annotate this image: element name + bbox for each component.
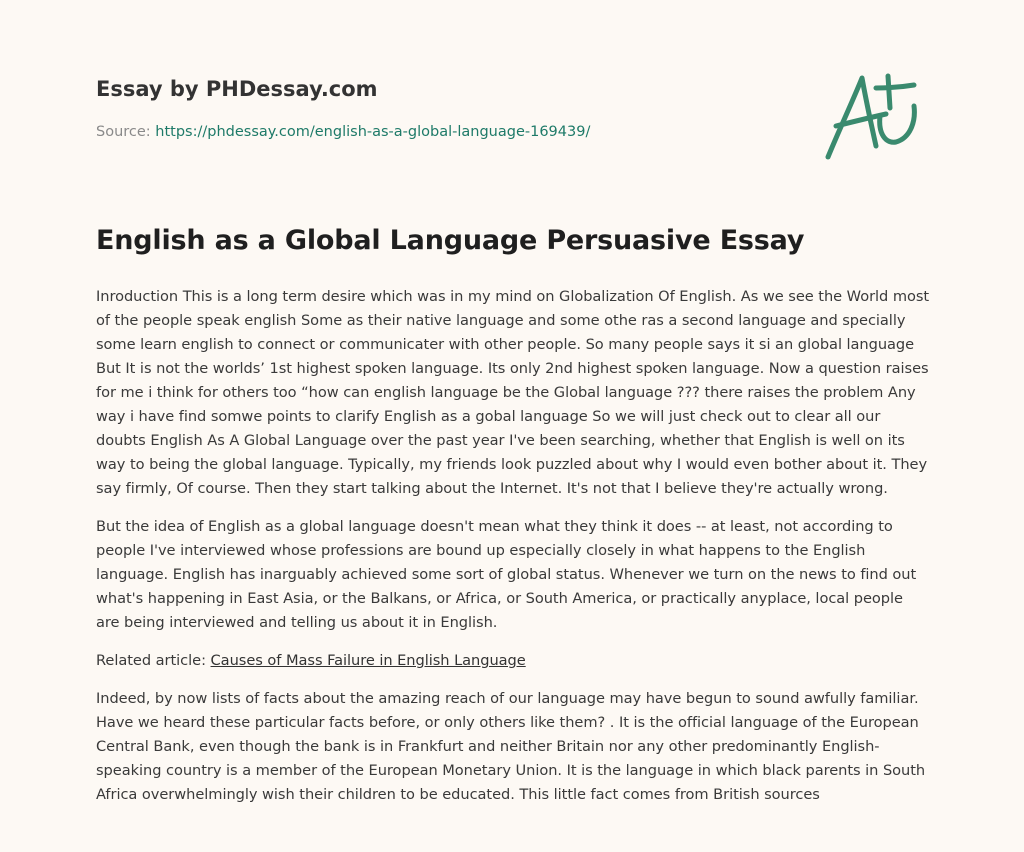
related-article (96, 649, 930, 673)
source-label: Source: (96, 124, 156, 140)
essay-paragraph: Inroduction This is a long term desire which was in my mind on Globalization Of English. As we see the World most of the people speak english Some as their native language and some othe ras a second language and specially some learn english to connect or communicater with other people. So many people says it si an global language But It is not the worlds’ 1st highest spoken language. Its only 2nd highest spoken language. Now a question raises for me i think for others too “how can english language be the Global language ??? there raises the problem Any way i have find somwe points to clarify English as a gobal language So we will just check out to clear all our doubts English As A Global Language over the past year I've been searching, whether that English is well on its way to being the global language. Typically, my friends look puzzled about why I would even bother about it. They say firmly, Of course. Then they start talking about the Internet. It's not that I believe they're actually wrong. (96, 288, 930, 497)
essay-body (96, 285, 930, 821)
related-article-link[interactable]: Causes of Mass Failure in English Language (210, 652, 526, 669)
source-link[interactable]: https://phdessay.com/english-as-a-global-language-169439/ (155, 124, 591, 140)
site-brand: Essay by PHDessay.com (96, 77, 378, 101)
source-line (96, 124, 590, 140)
essay-paragraph: Indeed, by now lists of facts about the amazing reach of our language may have begun to sound awfully familiar. Have we heard these particular facts before, or only others like them? . It is the official language of the European Central Bank, even though the bank is in Frankfurt and neither Britain nor any other predominantly English-speaking country is a member of the European Monetary Union. It is the language in which black parents in South Africa overwhelmingly wish their children to be educated. This little fact comes from British sources (96, 690, 926, 803)
a-plus-logo-icon (822, 68, 926, 164)
related-label: Related article: (96, 652, 211, 669)
page-title: English as a Global Language Persuasive Essay (96, 225, 805, 256)
essay-paragraph: But the idea of English as a global language doesn't mean what they think it does -- at least, not according to people I've interviewed whose professions are bound up especially closely in what happens to the English language. English has inarguably achieved some sort of global status. Whenever we turn on the news to find out what's happening in East Asia, or the Balkans, or Africa, or South America, or practically anyplace, local people are being interviewed and telling us about it in English. (96, 518, 917, 631)
